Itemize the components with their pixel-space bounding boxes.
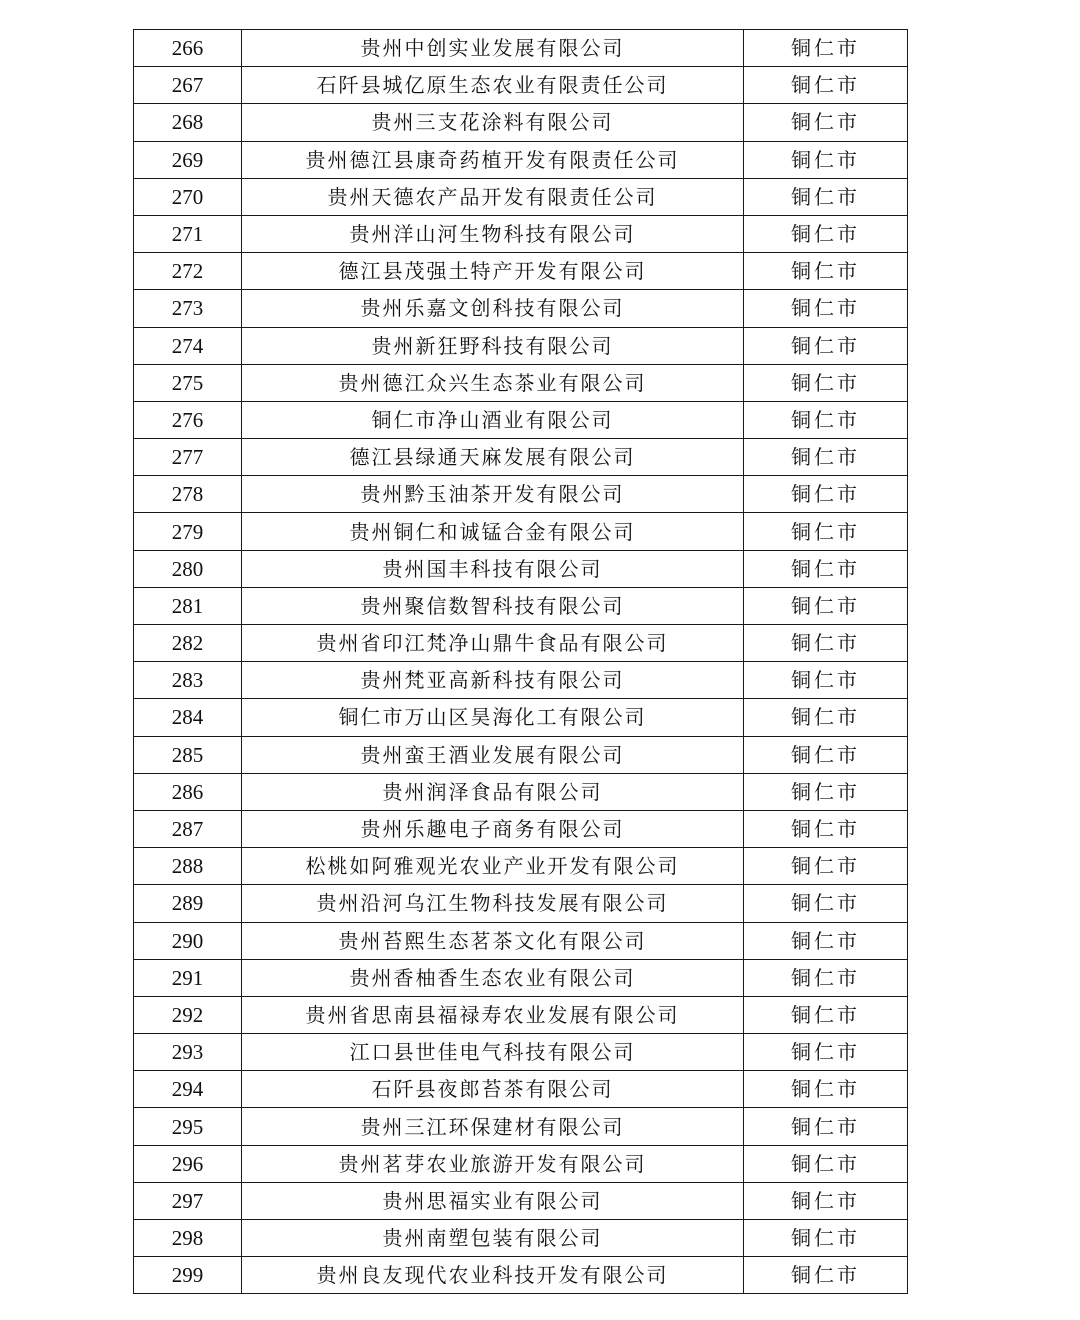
table-row (134, 662, 908, 699)
company-name: 贵州沿河乌江生物科技发展有限公司 (242, 885, 744, 922)
table-row (134, 1257, 908, 1294)
company-name: 江口县世佳电气科技有限公司 (242, 1034, 744, 1071)
company-name: 铜仁市万山区昊海化工有限公司 (242, 699, 744, 736)
company-name: 贵州南塑包装有限公司 (242, 1220, 744, 1257)
company-name: 德江县茂强土特产开发有限公司 (242, 253, 744, 290)
row-number: 296 (134, 1145, 242, 1182)
table-row (134, 885, 908, 922)
row-number: 292 (134, 996, 242, 1033)
city-name: 铜仁市 (744, 401, 908, 438)
company-name: 贵州黔玉油茶开发有限公司 (242, 476, 744, 513)
table-row (134, 104, 908, 141)
city-name: 铜仁市 (744, 215, 908, 252)
row-number: 266 (134, 30, 242, 67)
row-number: 294 (134, 1071, 242, 1108)
company-name: 贵州省印江梵净山鼎牛食品有限公司 (242, 625, 744, 662)
table-row (134, 922, 908, 959)
city-name: 铜仁市 (744, 1034, 908, 1071)
row-number: 281 (134, 587, 242, 624)
table-row (134, 327, 908, 364)
table-row (134, 1108, 908, 1145)
row-number: 282 (134, 625, 242, 662)
city-name: 铜仁市 (744, 104, 908, 141)
company-name: 德江县绿通天麻发展有限公司 (242, 439, 744, 476)
city-name: 铜仁市 (744, 773, 908, 810)
company-name: 贵州三支花涂料有限公司 (242, 104, 744, 141)
row-number: 287 (134, 810, 242, 847)
table-row (134, 848, 908, 885)
company-name: 贵州洋山河生物科技有限公司 (242, 215, 744, 252)
row-number: 283 (134, 662, 242, 699)
row-number: 295 (134, 1108, 242, 1145)
row-number: 280 (134, 550, 242, 587)
city-name: 铜仁市 (744, 1108, 908, 1145)
table-row (134, 810, 908, 847)
row-number: 290 (134, 922, 242, 959)
row-number: 277 (134, 439, 242, 476)
row-number: 267 (134, 67, 242, 104)
row-number: 274 (134, 327, 242, 364)
company-name: 贵州三江环保建材有限公司 (242, 1108, 744, 1145)
table-row (134, 1071, 908, 1108)
city-name: 铜仁市 (744, 922, 908, 959)
table-row (134, 1034, 908, 1071)
city-name: 铜仁市 (744, 885, 908, 922)
table-row (134, 996, 908, 1033)
company-name: 贵州聚信数智科技有限公司 (242, 587, 744, 624)
row-number: 275 (134, 364, 242, 401)
row-number: 288 (134, 848, 242, 885)
company-name: 贵州中创实业发展有限公司 (242, 30, 744, 67)
company-name: 贵州蛮王酒业发展有限公司 (242, 736, 744, 773)
company-name: 贵州德江众兴生态茶业有限公司 (242, 364, 744, 401)
table-row (134, 1145, 908, 1182)
table-row (134, 364, 908, 401)
table-row (134, 625, 908, 662)
city-name: 铜仁市 (744, 30, 908, 67)
city-name: 铜仁市 (744, 959, 908, 996)
row-number: 285 (134, 736, 242, 773)
city-name: 铜仁市 (744, 625, 908, 662)
company-name: 贵州乐趣电子商务有限公司 (242, 810, 744, 847)
row-number: 279 (134, 513, 242, 550)
row-number: 268 (134, 104, 242, 141)
city-name: 铜仁市 (744, 513, 908, 550)
city-name: 铜仁市 (744, 327, 908, 364)
row-number: 276 (134, 401, 242, 438)
table-row (134, 439, 908, 476)
company-name: 贵州润泽食品有限公司 (242, 773, 744, 810)
table-row (134, 736, 908, 773)
row-number: 270 (134, 178, 242, 215)
table-row (134, 1182, 908, 1219)
table-row (134, 215, 908, 252)
city-name: 铜仁市 (744, 1145, 908, 1182)
row-number: 289 (134, 885, 242, 922)
city-name: 铜仁市 (744, 476, 908, 513)
company-name: 贵州苔熙生态茗茶文化有限公司 (242, 922, 744, 959)
table-row (134, 476, 908, 513)
city-name: 铜仁市 (744, 810, 908, 847)
city-name: 铜仁市 (744, 1257, 908, 1294)
company-name: 石阡县城亿原生态农业有限责任公司 (242, 67, 744, 104)
company-name: 贵州乐嘉文创科技有限公司 (242, 290, 744, 327)
row-number: 273 (134, 290, 242, 327)
table-row (134, 550, 908, 587)
city-name: 铜仁市 (744, 996, 908, 1033)
table-row (134, 1220, 908, 1257)
row-number: 293 (134, 1034, 242, 1071)
table-body (134, 30, 908, 1294)
table-row (134, 959, 908, 996)
company-name: 石阡县夜郎苔茶有限公司 (242, 1071, 744, 1108)
company-name: 贵州茗芽农业旅游开发有限公司 (242, 1145, 744, 1182)
company-name: 贵州思福实业有限公司 (242, 1182, 744, 1219)
row-number: 299 (134, 1257, 242, 1294)
city-name: 铜仁市 (744, 662, 908, 699)
row-number: 286 (134, 773, 242, 810)
table-row (134, 699, 908, 736)
city-name: 铜仁市 (744, 290, 908, 327)
city-name: 铜仁市 (744, 550, 908, 587)
table-row (134, 253, 908, 290)
table-row (134, 141, 908, 178)
city-name: 铜仁市 (744, 439, 908, 476)
row-number: 272 (134, 253, 242, 290)
city-name: 铜仁市 (744, 67, 908, 104)
company-name: 贵州天德农产品开发有限责任公司 (242, 178, 744, 215)
company-name: 贵州新狂野科技有限公司 (242, 327, 744, 364)
city-name: 铜仁市 (744, 1182, 908, 1219)
company-name: 贵州铜仁和诚锰合金有限公司 (242, 513, 744, 550)
company-name: 贵州梵亚高新科技有限公司 (242, 662, 744, 699)
city-name: 铜仁市 (744, 253, 908, 290)
row-number: 291 (134, 959, 242, 996)
company-name: 铜仁市净山酒业有限公司 (242, 401, 744, 438)
company-list-table (133, 29, 908, 1294)
city-name: 铜仁市 (744, 587, 908, 624)
company-name: 松桃如阿雅观光农业产业开发有限公司 (242, 848, 744, 885)
table-row (134, 290, 908, 327)
table-row (134, 513, 908, 550)
table-row (134, 178, 908, 215)
city-name: 铜仁市 (744, 736, 908, 773)
city-name: 铜仁市 (744, 1071, 908, 1108)
city-name: 铜仁市 (744, 178, 908, 215)
row-number: 278 (134, 476, 242, 513)
company-name: 贵州德江县康奇药植开发有限责任公司 (242, 141, 744, 178)
row-number: 271 (134, 215, 242, 252)
company-name: 贵州国丰科技有限公司 (242, 550, 744, 587)
row-number: 269 (134, 141, 242, 178)
company-name: 贵州香柚香生态农业有限公司 (242, 959, 744, 996)
table-row (134, 67, 908, 104)
table-row (134, 773, 908, 810)
row-number: 297 (134, 1182, 242, 1219)
table-row (134, 587, 908, 624)
city-name: 铜仁市 (744, 848, 908, 885)
table-row (134, 30, 908, 67)
row-number: 284 (134, 699, 242, 736)
company-name: 贵州省思南县福禄寿农业发展有限公司 (242, 996, 744, 1033)
row-number: 298 (134, 1220, 242, 1257)
city-name: 铜仁市 (744, 141, 908, 178)
city-name: 铜仁市 (744, 699, 908, 736)
city-name: 铜仁市 (744, 1220, 908, 1257)
city-name: 铜仁市 (744, 364, 908, 401)
table-row (134, 401, 908, 438)
company-name: 贵州良友现代农业科技开发有限公司 (242, 1257, 744, 1294)
